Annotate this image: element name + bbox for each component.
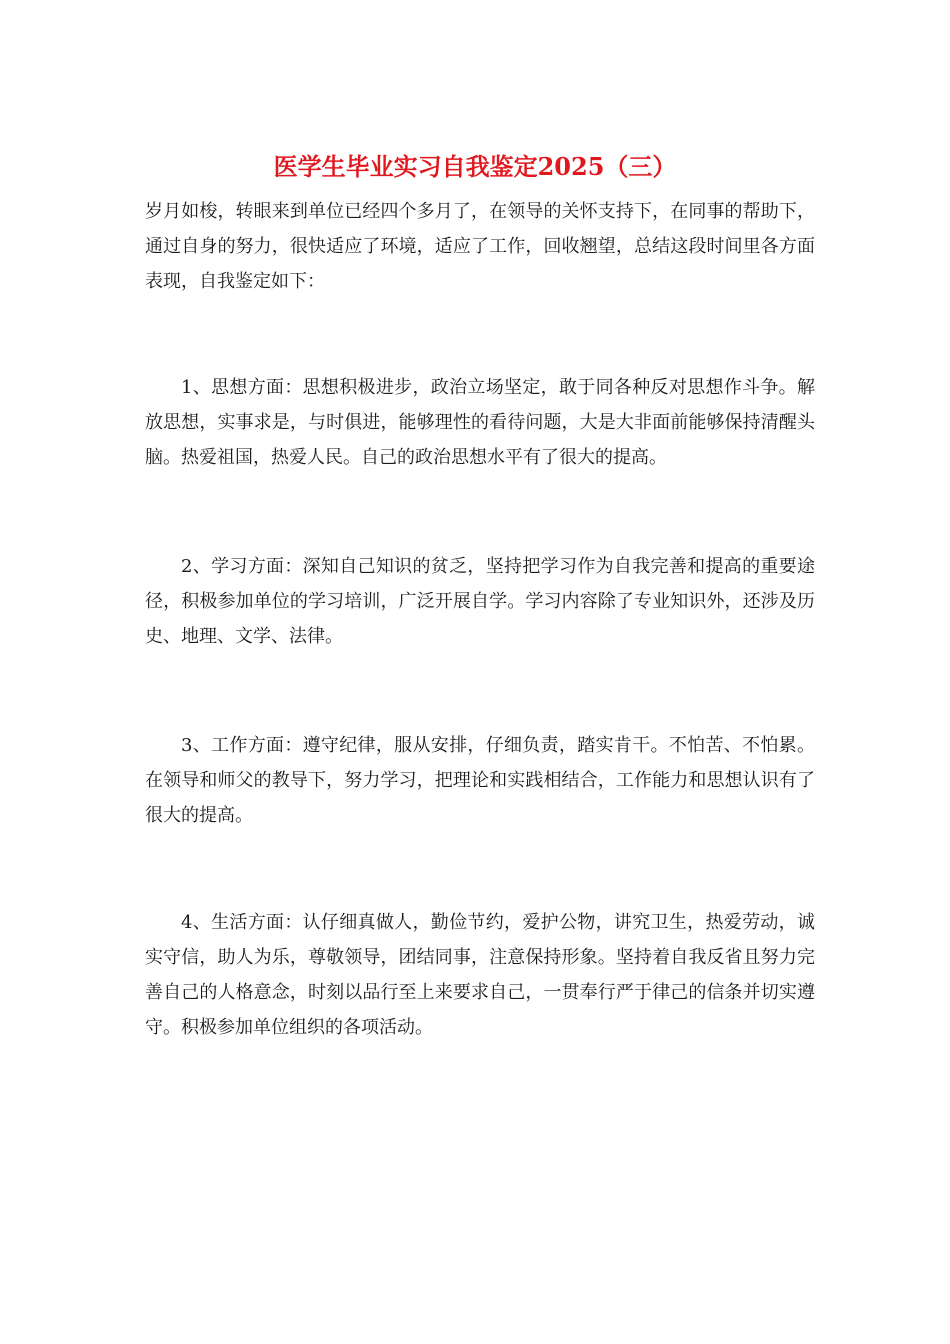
section-thought: 1、思想方面：思想积极进步，政治立场坚定，敢于同各种反对思想作斗争。解放思想，实事求是，与时俱进，能够理性的看待问题，大是大非面前能够保持清醒头脑。热爱祖国，热爱人民。自己的政治思想水平有了很大的提高。 — [145, 377, 815, 468]
section-work: 3、工作方面：遵守纪律，服从安排，仔细负责，踏实肯干。不怕苦、不怕累。在领导和师父的教导下，努力学习，把理论和实践相结合，工作能力和思想认识有了很大的提高。 — [145, 735, 815, 826]
section-study: 2、学习方面：深知自己知识的贫乏，坚持把学习作为自我完善和提高的重要途径，积极参加单位的学习培训，广泛开展自学。学习内容除了专业知识外，还涉及历史、地理、文学、法律。 — [145, 556, 815, 647]
document-title: 医学生毕业实习自我鉴定2025（三） — [273, 152, 677, 181]
intro-paragraph: 岁月如梭，转眼来到单位已经四个多月了，在领导的关怀支持下，在同事的帮助下，通过自身的努力，很快适应了环境，适应了工作，回收翘望，总结这段时间里各方面表现，自我鉴定如下： — [145, 201, 815, 292]
section-life: 4、生活方面：认仔细真做人，勤俭节约，爱护公物，讲究卫生，热爱劳动，诚实守信，助人为乐，尊敬领导，团结同事，注意保持形象。坚持着自我反省且努力完善自己的人格意念，时刻以品行至上来要求自己，一贯奉行严于律己的信条并切实遵守。积极参加单位组织的各项活动。 — [145, 912, 815, 1038]
